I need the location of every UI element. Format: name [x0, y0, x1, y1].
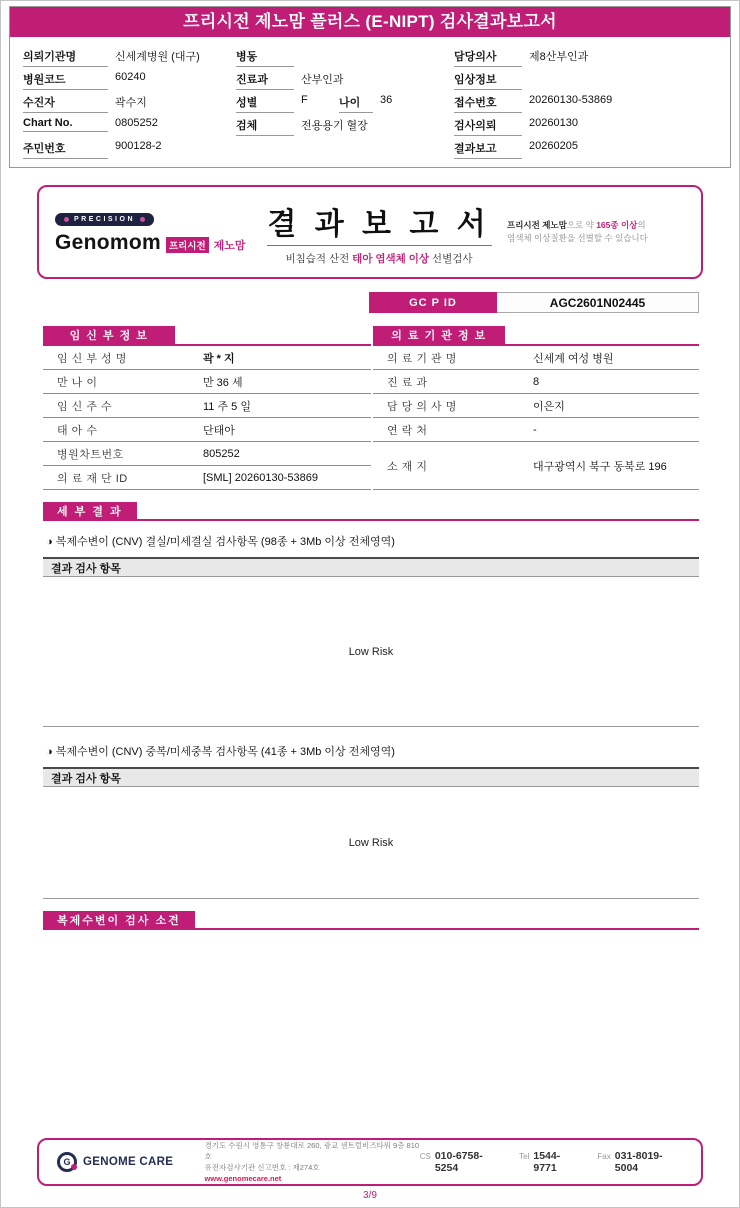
field-value: 신세계병원 (대구) [115, 51, 200, 63]
contact-value: 031-8019-5004 [614, 1150, 663, 1174]
detail-results-header [43, 502, 699, 521]
row-value: 만 36 세 [203, 376, 243, 389]
info-row [23, 91, 226, 114]
field-label: 주민번호 [23, 140, 108, 159]
footer-address-line1: 경기도 수원시 영통구 창룡대로 260, 광교 센트럴비즈타워 9층 810호 [204, 1140, 420, 1161]
screening-note-line1 [507, 219, 685, 232]
row-value: 11 주 5 일 [203, 400, 251, 413]
patient-header-box [9, 6, 731, 168]
table-row [373, 346, 699, 370]
report-main-title: 프리시전 제노맘 플러스 (E-NIPT) 검사결과보고서 [10, 7, 730, 37]
info-row [454, 68, 730, 91]
row-label: 연 락 처 [387, 424, 428, 437]
cnv-deletion-heading: ◑ 복제수변이 (CNV) 결실/미세결실 검사항목 (98종 + 3Mb 이상 전체영역) [46, 536, 395, 548]
note-brand: 프리시전 제노맘 [507, 219, 567, 230]
cnv-deletion-table-header: 결과 검사 항목 [43, 557, 699, 577]
row-label: 태 아 수 [57, 424, 98, 437]
field-label: 접수번호 [454, 94, 522, 113]
clinic-info-table [373, 326, 699, 490]
field-label: 임상정보 [454, 71, 522, 90]
genomecare-logo [57, 1152, 204, 1172]
cnv-duplication-heading: ◑ 복제수변이 (CNV) 중복/미세중복 검사항목 (41종 + 3Mb 이상 전체영역) [46, 746, 395, 758]
field-value: 20260205 [529, 140, 578, 152]
field-value: 900128-2 [115, 140, 162, 152]
field-label: 병원코드 [23, 71, 108, 90]
precision-badge [55, 213, 154, 226]
field-value: 60240 [115, 71, 146, 83]
subtitle-highlight: 태아 염색체 이상 [352, 252, 430, 265]
table-row [43, 346, 371, 370]
contact-label: CS [419, 1152, 431, 1161]
field-label: 검사의뢰 [454, 117, 522, 136]
row-value: 이은지 [533, 400, 565, 413]
row-value: 단태아 [203, 424, 235, 437]
info-row [454, 45, 730, 68]
patient-info-grid [10, 37, 730, 167]
contact-value: 1544-9771 [533, 1150, 561, 1174]
field-value: 곽수지 [115, 97, 147, 109]
patient-info-col-left [10, 45, 226, 160]
info-row [236, 91, 444, 114]
note-mid: 으로 약 [566, 219, 597, 230]
maternal-table-title: 임 신 부 정 보 [43, 326, 175, 346]
contact-fax [597, 1150, 683, 1174]
gcpid-row [1, 292, 699, 313]
row-label: 임 신 부 성 명 [57, 352, 127, 365]
row-label: 임 신 주 수 [57, 400, 113, 413]
title-underline [267, 245, 492, 246]
note-highlight: 165종 이상 [596, 219, 638, 230]
info-row [454, 137, 730, 160]
info-row [454, 114, 730, 137]
field-value: 20260130-53869 [529, 94, 613, 106]
cnv-duplication-result: Low Risk [348, 836, 394, 849]
clinic-table-title: 의 료 기 관 정 보 [373, 326, 505, 346]
footer-address-line2: 유전자검사기관 신고번호 : 제274호 [204, 1163, 320, 1172]
contact-label: Fax [597, 1152, 611, 1161]
table-row [43, 370, 371, 394]
page-number: 3/9 [363, 1190, 377, 1201]
row-label: 의 료 재 단 ID [57, 472, 128, 485]
gcpid-bar [369, 292, 699, 313]
field-value: 산부인과 [301, 74, 344, 86]
table-row [373, 418, 699, 442]
footer-address [204, 1140, 419, 1185]
info-row [23, 68, 226, 91]
brand-korean-box: 프리시전 [166, 237, 209, 253]
cnv-duplication-table-header: 결과 검사 항목 [43, 767, 699, 787]
contact-label: Tel [519, 1152, 530, 1161]
info-row [23, 45, 226, 68]
contact-tel [519, 1150, 581, 1174]
field-label: 나이 [339, 94, 373, 113]
field-value: 제8산부인과 [529, 51, 589, 63]
info-row [236, 45, 444, 68]
row-label: 만 나 이 [57, 376, 98, 389]
field-label: 의뢰기관명 [23, 48, 108, 67]
brand-line [55, 231, 251, 255]
field-label: 검체 [236, 117, 294, 136]
table-row [373, 370, 699, 394]
result-report-subtitle [251, 251, 507, 266]
row-value: - [533, 423, 537, 436]
footer-card [37, 1138, 703, 1186]
cnv-duplication-result-area [43, 787, 699, 899]
result-report-title-block [251, 199, 507, 266]
subtitle-pre: 비침습적 산전 [285, 252, 353, 265]
info-row [23, 137, 226, 160]
row-label: 의 료 기 관 명 [387, 352, 457, 365]
info-tables [43, 326, 699, 490]
field-value: F [301, 94, 308, 106]
field-label: Chart No. [23, 117, 108, 132]
row-value: 8 [533, 375, 540, 388]
result-report-title: 결 과 보 고 서 [267, 207, 491, 241]
row-value: 대구광역시 북구 동북로 196 [533, 460, 667, 473]
table-row [373, 394, 699, 418]
maternal-info-table [43, 326, 371, 490]
brand-logo-text: Genomom [55, 231, 161, 254]
field-label: 결과보고 [454, 140, 522, 159]
cnv-findings-header [43, 911, 699, 930]
info-row [236, 114, 444, 137]
row-value: [SML] 20260130-53869 [203, 471, 318, 484]
row-value: 곽 * 지 [203, 352, 235, 365]
precision-badge-label: PRECISION [74, 216, 136, 223]
genomecare-logo-icon: G [57, 1152, 77, 1172]
table-row [43, 466, 371, 490]
contact-cs [420, 1150, 503, 1174]
table-row [373, 442, 699, 490]
field-value: 0805252 [115, 117, 158, 129]
info-row [236, 68, 444, 91]
row-value: 신세계 여성 병원 [533, 352, 614, 365]
report-header-card [37, 185, 703, 279]
patient-info-col-mid [226, 45, 444, 160]
row-label: 소 재 지 [387, 460, 428, 473]
info-row [454, 91, 730, 114]
field-value: 36 [380, 94, 393, 106]
genomecare-logo-text: GENOME CARE [83, 1156, 174, 1168]
row-label: 병원차트번호 [57, 448, 124, 461]
table-row [43, 394, 371, 418]
badge-dot-icon [64, 217, 69, 222]
brand-korean-text: 제노맘 [213, 240, 246, 252]
field-label: 진료과 [236, 71, 294, 90]
cnv-findings-title: 복제수변이 검사 소견 [43, 911, 195, 930]
clinic-table-header [373, 326, 699, 346]
genomom-brand [55, 209, 251, 255]
badge-dot-icon [140, 217, 145, 222]
screening-note [507, 219, 685, 245]
gcpid-value: AGC2601N02445 [497, 292, 699, 313]
maternal-table-header [43, 326, 371, 346]
screening-note-line2: 염색체 이상질환을 선별할 수 있습니다 [507, 233, 648, 243]
detail-results-title: 세 부 결 과 [43, 502, 137, 521]
cnv-deletion-result-area [43, 577, 699, 727]
gcpid-label: GC P ID [369, 292, 497, 313]
footer-contacts [420, 1150, 683, 1174]
row-value: 805252 [203, 447, 240, 460]
field-label: 수진자 [23, 94, 108, 113]
table-row [43, 442, 371, 466]
row-label: 진 료 과 [387, 376, 428, 389]
subtitle-post: 선별검사 [429, 252, 473, 265]
field-label: 담당의사 [454, 48, 522, 67]
table-row [43, 418, 371, 442]
field-value: 전용용기 혈장 [301, 120, 368, 132]
note-post: 의 [637, 219, 646, 230]
field-label: 병동 [236, 48, 294, 67]
patient-info-col-right [444, 45, 730, 160]
footer-website: www.genomecare.net [204, 1174, 282, 1184]
cnv-deletion-result: Low Risk [348, 645, 394, 658]
contact-value: 010-6758-5254 [434, 1150, 483, 1174]
row-label: 담 당 의 사 명 [387, 400, 457, 413]
field-label: 성별 [236, 94, 294, 113]
field-value: 20260130 [529, 117, 578, 129]
info-row [23, 114, 226, 137]
